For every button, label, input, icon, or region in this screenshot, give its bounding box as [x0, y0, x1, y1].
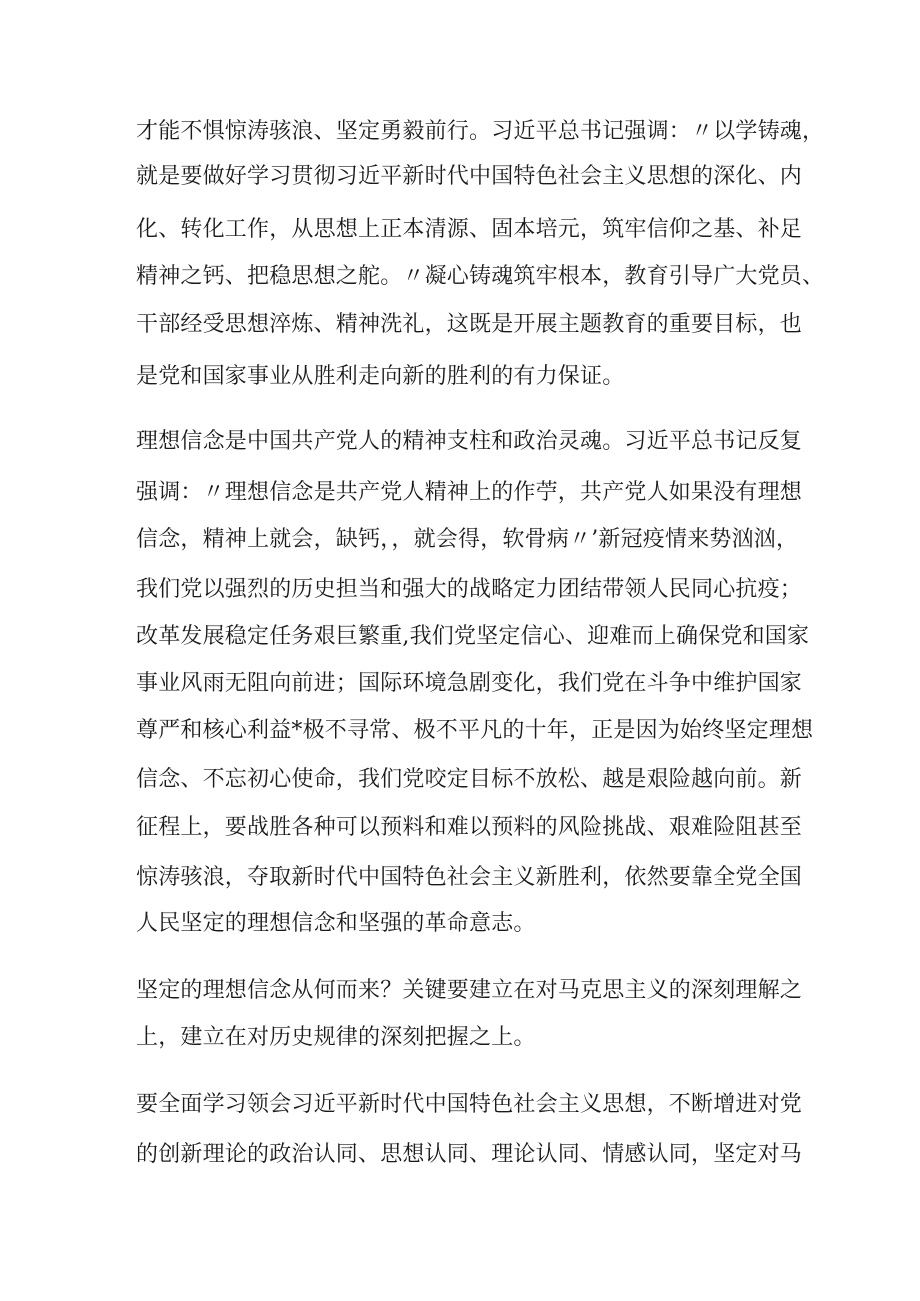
- text-line: 化、转化工作，从思想上正本清源、固本培元，筑牢信仰之基、补足: [136, 217, 803, 242]
- text-line: 才能不惧惊涛骇浪、坚定勇毅前行。习近平总书记强调：〃以学铸魂，: [136, 119, 825, 144]
- text-line: 上，建立在对历史规律的深刻把握之上。: [136, 1025, 536, 1050]
- text-line: 干部经受思想淬炼、精神洗礼，这既是开展主题教育的重要目标，也: [136, 312, 803, 337]
- text-line: 强调：〃理想信念是共产党人精神上的作苧，共产党人如果没有理想: [136, 480, 803, 505]
- text-line: 是党和国家事业从胜利走向新的胜利的有力保证。: [136, 364, 625, 389]
- text-line: 我们党以强烈的历史担当和强大的战略定力团结带领人民同心抗疫；: [136, 577, 803, 602]
- text-line: 的创新理论的政治认同、思想认同、理论认同、情感认同，坚定对马: [136, 1142, 803, 1167]
- text-line: 惊涛骇浪，夺取新时代中国特色社会主义新胜利，依然要靠全党全国: [136, 865, 803, 890]
- text-line: 信念，精神上就会，缺钙，，就会得，软骨病〃’新冠疫情来势汹汹，: [136, 527, 799, 552]
- text-line: 人民坚定的理想信念和坚强的革命意志。: [136, 911, 536, 936]
- text-line: 坚定的理想信念从何而来？关键要建立在对马克思主义的深刻理解之: [136, 978, 803, 1003]
- text-line: 就是要做好学习贯彻习近平新时代中国特色社会主义思想的深化、内: [136, 164, 803, 189]
- text-line: 要全面学习领会习近平新时代中国特色社会主义思想，不断增进对党: [136, 1092, 803, 1117]
- text-line: 尊严和核心利益*极不寻常、极不平凡的十年，正是因为始终坚定理想: [136, 718, 814, 743]
- text-line: 事业风雨无阻向前进；国际环境急剧变化，我们党在斗争中维护国家: [136, 671, 803, 696]
- text-line: 理想信念是中国共产党人的精神支柱和政治灵魂。习近平总书记反复: [136, 429, 803, 454]
- text-line: 征程上，要战胜各种可以预料和难以预料的风险挑战、艰难险阻甚至: [136, 815, 803, 840]
- text-line: 精神之钙、把稳思想之舵。〃凝心铸魂筑牢根本，教育引导广大党员、: [136, 264, 825, 289]
- text-line: 改革发展稳定任务艰巨繁重,我们党坚定信心、迎难而上确保党和国家: [136, 624, 810, 649]
- text-line: 信念、不忘初心使命，我们党咬定目标不放松、越是艰险越向前。新: [136, 767, 803, 792]
